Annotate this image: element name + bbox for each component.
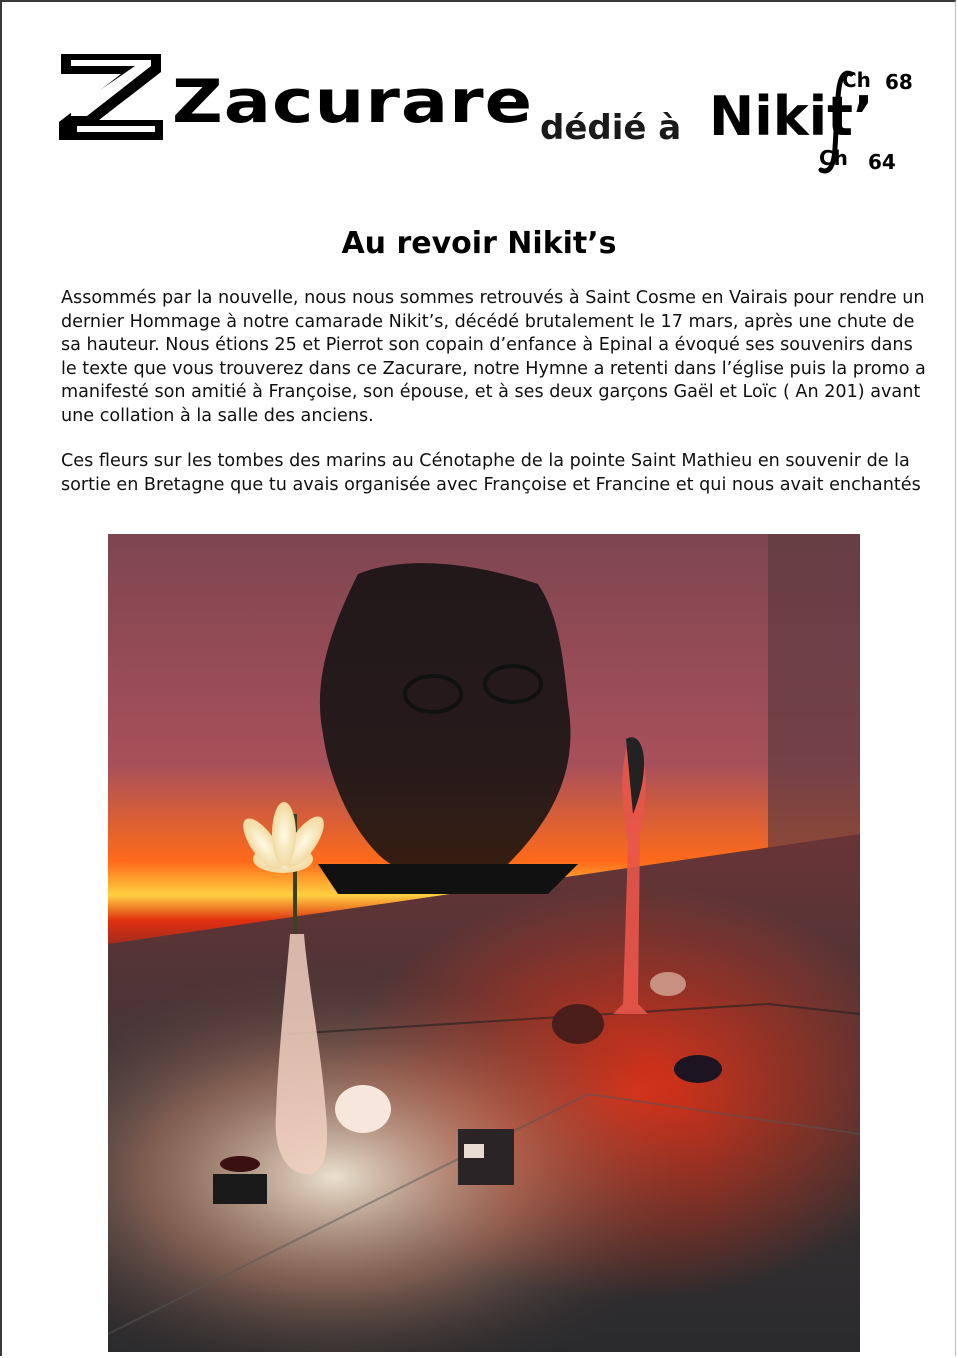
dedicated-name: Nikit’ [709,85,874,148]
logo-wordmark: Zacurare [172,66,534,137]
masthead [57,50,917,180]
article-paragraph-1: Assommés par la nouvelle, nous nous sommes retrouvés à Saint Cosme en Vairais pour rendre un dernier Hommage à notre camarade Nikit’s, décédé brutalement le 17 mars, après une chute de sa hauteur. Nous étions 25 et Pierrot son copain d’enfance à Epinal a évoqué ses souvenirs dans le texte que vous trouverez dans ce Zacurare, notre Hymne a retenti dans l’église puis la promo a manifesté son amitié à Françoise, son épouse, et à ses deux garçons Gaël et Loïc ( An 201) avant une collation à la salle des anciens. [61,288,926,426]
class-bottom-year: 64 [868,150,896,174]
class-top-prefix: Ch [842,68,871,92]
article-title: Au revoir Nikit’s [341,226,617,261]
article-paragraph-2: Ces fleurs sur les tombes des marins au Cénotaphe de la pointe Saint Mathieu en souvenir de la sortie en Bretagne que tu avais organisée avec Françoise et Francine et qui nous avait enchantés [61,451,921,495]
class-top-year: 68 [885,70,913,94]
dedication-text: dédié à [540,108,682,148]
class-bottom-prefix: Ch [819,146,848,170]
memorial-photo [108,534,860,1352]
zacurare-logo-z-icon [57,50,167,142]
